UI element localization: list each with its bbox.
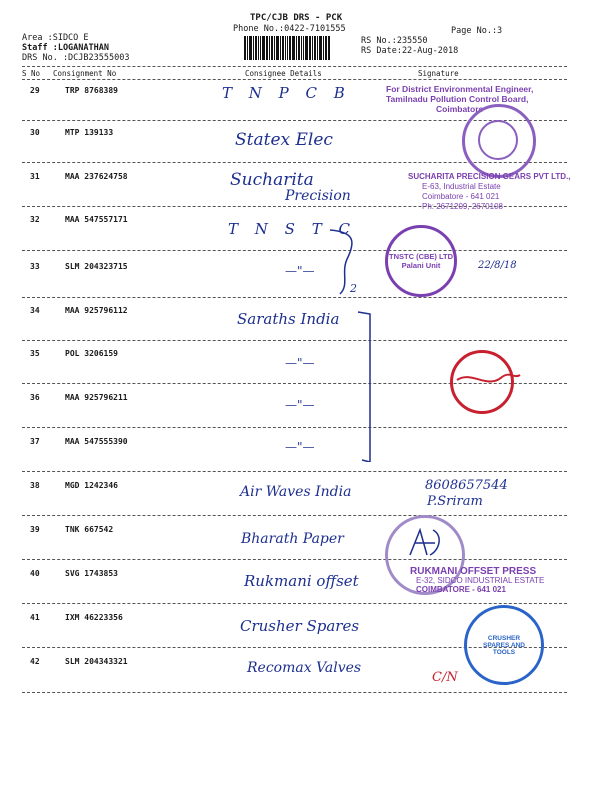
consignee-handwriting: Crusher Spares	[240, 617, 360, 635]
row-divider	[22, 297, 567, 298]
col-sno: S No	[22, 69, 41, 78]
row-sno: 31	[30, 172, 40, 181]
consignee-handwriting: T N S T C	[228, 220, 356, 238]
page-number: Page No.:3	[451, 26, 503, 36]
row-consignment: MAA 925796112	[65, 306, 128, 315]
row-sno: 34	[30, 306, 40, 315]
ditto-mark: —"—	[285, 356, 315, 370]
row-consignment: SLM 204343321	[65, 657, 128, 666]
col-consignee: Consignee Details	[245, 69, 322, 78]
red-signature	[452, 365, 522, 395]
consignee-handwriting: Rukmani offset	[244, 572, 359, 590]
row-sno: 37	[30, 437, 40, 446]
bracket-marks	[310, 222, 390, 462]
row-divider	[22, 692, 567, 693]
crusher-stamp: CRUSHER SPARES AND TOOLS	[464, 605, 544, 685]
row-divider	[22, 340, 567, 341]
tnstc-stamp: TNSTC (CBE) LTD Palani Unit	[385, 225, 457, 297]
row-divider	[22, 427, 567, 428]
staff-label: Staff :LOGANATHAN	[22, 43, 109, 53]
row-consignment: MAA 547557171	[65, 215, 128, 224]
row-divider	[22, 250, 567, 251]
tnstc-date: 22/8/18	[478, 260, 517, 271]
row-sno: 39	[30, 525, 40, 534]
consignee-handwriting: Recomax Valves	[247, 660, 362, 676]
round-stamp-inner	[478, 120, 518, 160]
row-sno: 42	[30, 657, 40, 666]
consignee-handwriting: T N P C B	[222, 84, 351, 102]
row-consignment: TRP 8768389	[65, 86, 118, 95]
row-sno: 38	[30, 481, 40, 490]
row-consignment: POL 3206159	[65, 349, 118, 358]
rs-number: RS No.:235550	[361, 36, 428, 46]
sucharita-stamp: SUCHARITA PRECISION GEARS PVT LTD., E-63, Industrial Estate Coimbatore - 641 021 Ph: 2671209, 2670108	[408, 172, 571, 211]
consignee-handwriting: Saraths India	[237, 310, 340, 328]
row-consignment: MGD 1242346	[65, 481, 118, 490]
ditto-mark: —"—	[285, 264, 315, 278]
cn-note: C/N	[432, 670, 458, 685]
row-consignment: MAA 925796211	[65, 393, 128, 402]
row-sno: 29	[30, 86, 40, 95]
row-sno: 35	[30, 349, 40, 358]
airwaves-phone: 8608657544	[425, 478, 508, 493]
row-sno: 30	[30, 128, 40, 137]
row-consignment: MAA 237624758	[65, 172, 128, 181]
row-consignment: TNK 667542	[65, 525, 114, 534]
tnpcb-stamp: For District Environmental Engineer, Tamilnadu Pollution Control Board, Coimbatore	[386, 84, 534, 114]
drs-number: DRS No. :DCJB23555003	[22, 53, 130, 63]
phone-number: Phone No.:0422-7101555	[233, 24, 346, 34]
row-sno: 36	[30, 393, 40, 402]
row-divider	[22, 471, 567, 472]
document-title: TPC/CJB DRS - PCK	[250, 13, 343, 23]
rukmani-stamp: RUKMANI OFFSET PRESS E-32, SIDCO INDUSTRIAL ESTATE COIMBATORE - 641 021	[410, 566, 545, 594]
col-signature: Signature	[418, 69, 459, 78]
barcode	[244, 36, 352, 60]
ditto-mark: —"—	[285, 398, 315, 412]
row-sno: 40	[30, 569, 40, 578]
col-consignment: Consignment No	[53, 69, 117, 78]
row-consignment: MTP 139133	[65, 128, 114, 137]
row-consignment: SVG 1743853	[65, 569, 118, 578]
row-sno: 33	[30, 262, 40, 271]
consignee-handwriting: Air Waves India	[240, 484, 352, 500]
area-label: Area :SIDCO E	[22, 33, 89, 43]
consignee-handwriting: Statex Elec	[235, 130, 333, 150]
row-sno: 41	[30, 613, 40, 622]
header-divider-bottom	[22, 79, 567, 80]
row-sno: 32	[30, 215, 40, 224]
bracket-note: 2	[350, 282, 357, 295]
airwaves-signature: P.Sriram	[427, 494, 483, 509]
rs-date: RS Date:22-Aug-2018	[361, 46, 459, 56]
row-consignment: SLM 204323715	[65, 262, 128, 271]
row-consignment: IXM 46223356	[65, 613, 123, 622]
row-divider	[22, 559, 567, 560]
consignee-handwriting: Sucharita	[230, 170, 314, 190]
row-divider	[22, 515, 567, 516]
row-divider	[22, 603, 567, 604]
consignee-handwriting: Bharath Paper	[241, 531, 344, 547]
header-divider-top	[22, 66, 567, 67]
row-consignment: MAA 547555390	[65, 437, 128, 446]
consignee-handwriting: Precision	[285, 188, 351, 204]
ditto-mark: —"—	[285, 440, 315, 454]
bharath-signature	[405, 525, 445, 565]
